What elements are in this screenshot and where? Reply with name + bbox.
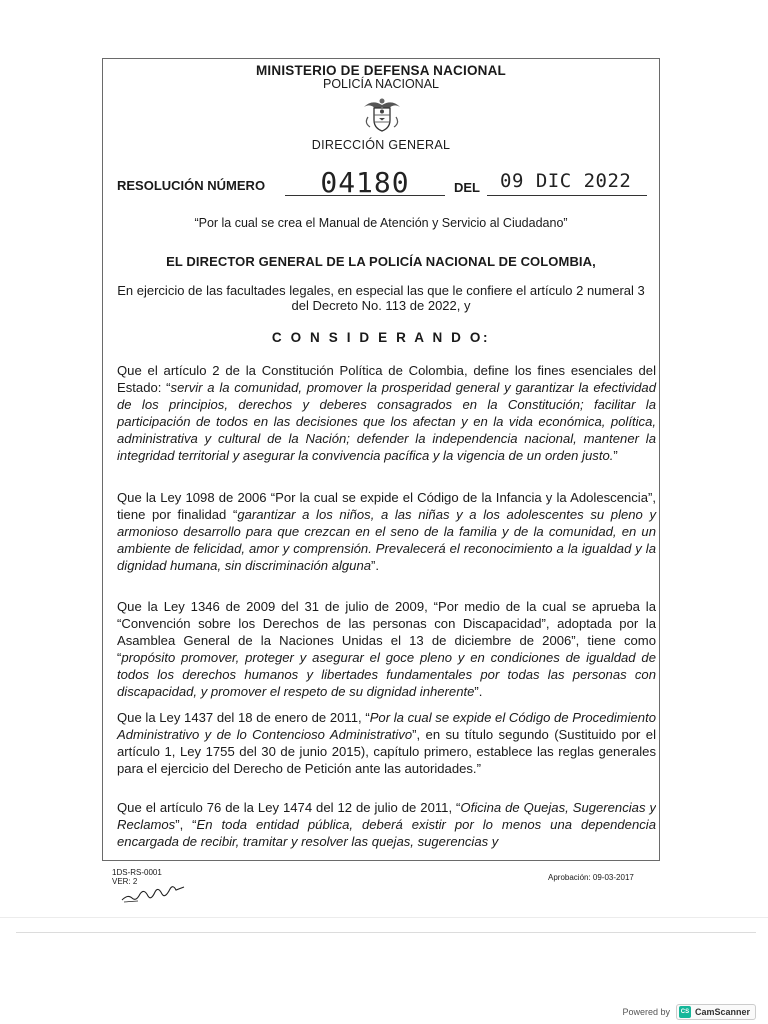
document-version: VER: 2 (112, 877, 138, 886)
camscanner-watermark (622, 1003, 756, 1021)
resolution-line (117, 168, 647, 198)
considering-paragraph: Que el artículo 76 de la Ley 1474 del 12 de julio de 2011, “Oficina de Quejas, Sugerencias y Reclamos”, “En toda entidad pública, deberá existir por lo menos una dependencia encargada de recibir, tramitar y resolver las quejas, sugerencias y (117, 800, 656, 849)
coat-of-arms-icon (360, 95, 404, 133)
considering-paragraph: Que el artículo 2 de la Constitución Política de Colombia, define los fines esenciales del Estado: “servir a la comunidad, promover la prosperidad general y garantizar la efectividad de los principios, derechos y deberes consagrados en la Constitución; facilitar la participación de todos en las decisiones que los afectan y en la vida económica, política, administrativa y cultural de la Nación; defender la independencia nacional, mantener la integridad territorial y asegurar la convivencia pacífica y la vigencia de un orden justo.” (117, 363, 656, 463)
scan-edge (0, 917, 768, 918)
scan-edge (16, 932, 756, 933)
camscanner-badge (676, 1004, 756, 1020)
resolution-number: 04180 (320, 166, 410, 199)
document-code-id: 1DS-RS-0001 (112, 868, 162, 877)
date-underline (487, 195, 647, 196)
faculties-text: En ejercicio de las facultades legales, en especial las que le confiere el artículo 2 numeral 3 del Decreto No. 113 de 2022, y (117, 283, 645, 313)
camscanner-logo-icon: CS (679, 1006, 691, 1018)
ministry-heading: MINISTERIO DE DEFENSA NACIONAL (255, 63, 506, 78)
approval-date: Aprobación: 09-03-2017 (548, 873, 634, 882)
considering-paragraph: Que la Ley 1437 del 18 de enero de 2011, “Por la cual se expide el Código de Procedimiento Administrativo y de lo Contencioso Administrativo”, en su título segundo (Sustituido por el artículo 1, Ley 1755 del 30 de junio 2015), capítulo primero, establece las reglas generales para el ejercicio del Derecho de Petición ante las autoridades.” (117, 710, 657, 776)
handwritten-signature-icon (118, 880, 190, 904)
powered-by-label: Powered by (622, 1007, 670, 1017)
police-heading: POLICÍA NACIONAL (322, 77, 439, 91)
camscanner-name: CamScanner (694, 1007, 750, 1017)
direction-heading: DIRECCIÓN GENERAL (311, 138, 451, 152)
director-heading: EL DIRECTOR GENERAL DE LA POLICÍA NACIONAL DE COLOMBIA, (166, 254, 596, 269)
considering-paragraph: Que la Ley 1098 de 2006 “Por la cual se expide el Código de la Infancia y la Adolescencia”, tiene por finalidad “garantizar a los niños, a las niñas y a los adolescentes su pleno y armonioso desarrollo para que crezcan en el seno de la familia y de la comunidad, en un ambiente de felicidad, amor y comprensión. Prevalecerá el reconocimiento a la igualdad y la dignidad humana, sin discriminación alguna”. (117, 490, 656, 573)
resolution-date: 09 DIC 2022 (500, 170, 632, 192)
considering-paragraph: Que la Ley 1346 de 2009 del 31 de julio de 2009, “Por medio de la cual se aprueba la “Convención sobre los Derechos de las personas con Discapacidad”, adoptada por la Asamblea General de la Naciones Unidas el 13 de diciembre de 2006”, tiene como “propósito promover, proteger y asegurar el goce pleno y en condiciones de igualdad de todos los derechos humanos y libertades fundamentales por todas las personas con discapacidad, y promover el respeto de su dignidad inherente”. (117, 599, 656, 699)
considering-heading: C O N S I D E R A N D O: (271, 330, 491, 345)
resolution-label: RESOLUCIÓN NÚMERO (117, 178, 266, 193)
resolution-subtitle: “Por la cual se crea el Manual de Atención y Servicio al Ciudadano” (194, 216, 568, 230)
date-label: DEL (454, 180, 480, 195)
